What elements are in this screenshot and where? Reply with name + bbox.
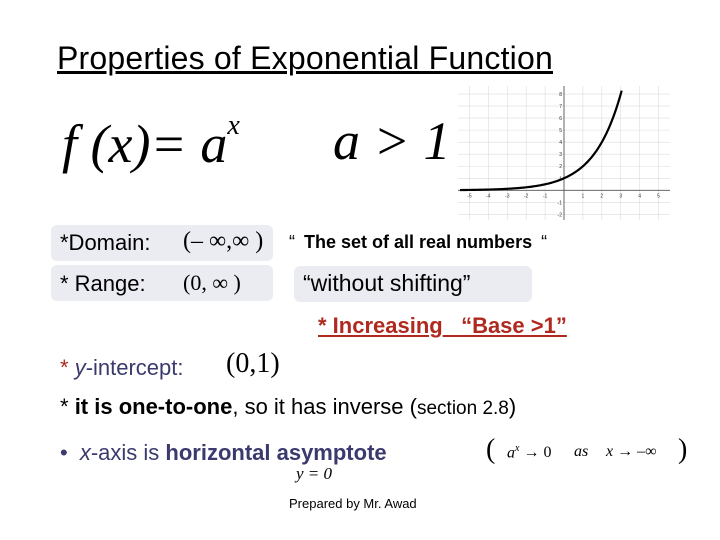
exponential-curve [460,91,622,190]
range-label: * Range: [60,271,146,296]
formula-exponent: x [227,110,240,141]
increasing-base: “Base >1” [461,313,567,338]
increasing-label [318,313,567,339]
bullet: • [60,440,68,465]
y-tick-label: 8 [559,92,562,99]
formula-lhs: f (x)= a [62,114,228,174]
quote-close: “ [541,232,548,252]
asymptote-equation: y = 0 [296,464,333,483]
x-tick-label: 3 [619,193,623,200]
one-to-one-bold: it is one-to-one [74,394,233,419]
x-var: x [606,443,614,460]
limit-exp: x [515,443,520,454]
x-arrow: → –∞ [617,443,657,460]
y-tick-label: 7 [559,104,562,111]
y-tick-label: 5 [559,128,562,135]
asymptote-row [60,440,387,466]
domain-note [289,232,547,253]
x-tick-label: 1 [581,193,585,200]
y-intercept-point: (0,1) [226,348,280,379]
limit-arrow: → 0 [523,444,552,462]
y-intercept-star: * [60,355,75,380]
asymptote-mid: -axis is [90,440,166,465]
y-tick-label: 4 [559,140,562,147]
page-title: Properties of Exponential Function [57,40,553,76]
footer-credit: Prepared by Mr. Awad [289,496,417,511]
y-intercept-label: -intercept: [85,355,184,380]
one-to-one-rest: , so it has inverse ( [232,394,417,419]
section-ref: section 2.8 [416,398,509,419]
limit-expression [507,443,551,462]
one-to-one-close: ) [508,394,517,419]
x-tick-label: 2 [600,193,604,200]
x-axis-var: x [79,440,91,465]
limit-base: a [507,444,515,462]
x-tick-label: -1 [542,193,548,200]
y-tick-label: 2 [559,164,562,171]
x-tick-label: -3 [505,193,510,200]
as-word: as [574,443,589,460]
base-condition: a > 1 [333,111,451,171]
x-tick-label: 5 [657,193,660,200]
asymptote-paren-close: ) [678,434,688,465]
asymptote-bold: horizontal asymptote [165,440,387,465]
shift-note: “without shifting” [303,270,471,296]
y-intercept-var: y [74,355,86,380]
x-limit [606,443,657,461]
x-tick-label: -4 [486,193,491,200]
function-formula [62,110,240,175]
increasing-text: * Increasing [318,313,443,338]
x-tick-label: -5 [467,193,472,200]
range-interval: (0, ∞ ) [183,270,241,295]
y-tick-label: 1 [559,176,562,183]
y-tick-label: 3 [559,152,562,159]
domain-note-text: The set of all real numbers [304,232,533,252]
y-tick-label: 6 [559,116,562,123]
y-tick-label: -1 [557,200,562,207]
asymptote-paren-open: ( [486,434,496,465]
exponential-graph [458,86,670,220]
x-tick-label: -2 [523,193,529,200]
quote-open: “ [289,232,295,252]
x-tick-label: 4 [638,193,642,200]
y-tick-label: -2 [557,212,562,219]
one-to-one-prefix: * [60,394,75,419]
domain-interval: (– ∞,∞ ) [183,228,264,254]
domain-label: *Domain: [60,230,151,255]
one-to-one-row [60,394,516,420]
y-intercept-row [60,355,184,381]
